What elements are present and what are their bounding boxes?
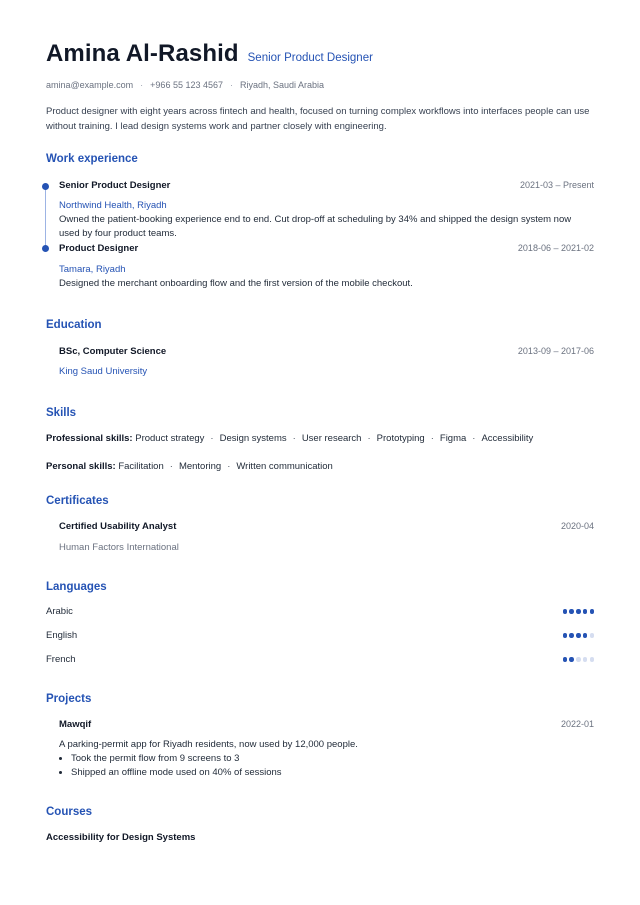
work-description: Owned the patient-booking experience end to end. Cut drop-off at scheduling by 34% and shipped the design system now used by four product teams. <box>59 214 572 239</box>
level-dot-filled <box>563 609 568 614</box>
section-title-work: Work experience <box>46 153 138 165</box>
skill-item: Design systems <box>219 433 287 444</box>
work-position: Product Designer <box>59 243 139 254</box>
section-title-courses: Courses <box>46 806 93 818</box>
section-title-languages: Languages <box>46 581 107 593</box>
skill-item: Mentoring <box>178 461 222 472</box>
timeline-dot <box>42 183 49 190</box>
level-dot-filled <box>569 609 574 614</box>
level-dot-empty <box>583 657 588 662</box>
project-entry-header <box>59 719 594 730</box>
skill-item: Product strategy <box>135 433 205 444</box>
section-title-certificates: Certificates <box>46 495 109 507</box>
course-entry-header <box>46 832 581 843</box>
skill-item: Prototyping <box>376 433 425 444</box>
level-dot-filled <box>569 633 574 638</box>
level-dot-filled <box>563 657 568 662</box>
contact-line <box>46 80 324 90</box>
language-level-dots <box>561 657 594 662</box>
summary-text: Product designer with eight years across fintech and health, focused on turning complex workflows into interfaces people can use without training. I lead design systems work and partner closely with engineering. <box>46 106 590 132</box>
level-dot-filled <box>569 657 574 662</box>
skill-group-label: Professional skills: <box>46 433 133 444</box>
language-name: French <box>46 654 76 665</box>
skills-professional: Professional skills: Product strategy · Design systems · User research · Prototyping · Figma · Accessibility <box>46 433 534 444</box>
skill-item: User research <box>301 433 362 444</box>
level-dot-empty <box>590 633 595 638</box>
level-dot-empty <box>576 657 581 662</box>
work-date: 2018-06 – 2021-02 <box>517 243 594 253</box>
resume-header <box>46 40 373 68</box>
language-row <box>46 606 594 617</box>
skill-group-label: Personal skills: <box>46 461 116 472</box>
project-name: Mawqif <box>59 719 92 730</box>
contact-phone[interactable]: +966 55 123 4567 <box>150 80 223 90</box>
work-position: Senior Product Designer <box>59 180 171 191</box>
project-date: 2022-01 <box>560 719 594 729</box>
certificate-entry-header <box>59 521 594 532</box>
language-name: English <box>46 630 78 641</box>
language-level-dots <box>561 633 594 638</box>
level-dot-filled <box>576 609 581 614</box>
contact-separator: · <box>230 80 233 90</box>
contact-email[interactable]: amina@example.com <box>46 80 134 90</box>
certificate-issuer: Human Factors International <box>59 542 179 553</box>
skills-personal: Personal skills: Facilitation · Mentoring · Written communication <box>46 461 333 472</box>
certificate-name: Certified Usability Analyst <box>59 521 177 532</box>
project-bullet: • Took the permit flow from 9 screens to 3 <box>71 752 282 766</box>
level-dot-filled <box>576 633 581 638</box>
work-entry-header <box>59 243 594 254</box>
candidate-headline: Senior Product Designer <box>247 52 373 64</box>
level-dot-filled <box>583 609 588 614</box>
timeline-dot <box>42 245 49 252</box>
level-dot-filled <box>590 609 595 614</box>
section-title-skills: Skills <box>46 407 77 419</box>
work-entry-header <box>59 180 594 191</box>
education-entry-header <box>59 346 594 357</box>
section-title-projects: Projects <box>46 693 92 705</box>
project-description: A parking-permit app for Riyadh residents, now used by 12,000 people. <box>59 739 358 750</box>
level-dot-filled <box>583 633 588 638</box>
work-date: 2021-03 – Present <box>519 180 594 190</box>
contact-location: Riyadh, Saudi Arabia <box>240 80 325 90</box>
project-bullets <box>59 752 282 780</box>
level-dot-empty <box>590 657 595 662</box>
contact-separator: · <box>140 80 144 90</box>
education-date: 2013-09 – 2017-06 <box>517 346 594 356</box>
project-bullet: • Shipped an offline mode used on 40% of sessions <box>71 766 282 780</box>
skill-item: Facilitation <box>118 461 164 472</box>
work-company: Tamara, Riyadh <box>59 264 126 275</box>
skill-item: Written communication <box>236 461 333 472</box>
candidate-name: Amina Al-Rashid <box>46 40 239 67</box>
work-company: Northwind Health, Riyadh <box>59 200 167 211</box>
certificate-date: 2020-04 <box>560 521 594 531</box>
language-row <box>46 630 594 641</box>
education-school: King Saud University <box>59 366 148 377</box>
language-name: Arabic <box>46 606 73 617</box>
skill-item: Accessibility <box>481 433 534 444</box>
work-description: Designed the merchant onboarding flow and the first version of the mobile checkout. <box>59 278 413 289</box>
timeline-line <box>45 187 46 249</box>
language-level-dots <box>561 609 594 614</box>
section-title-education: Education <box>46 319 102 331</box>
language-row <box>46 654 594 665</box>
level-dot-filled <box>563 633 568 638</box>
course-name: Accessibility for Design Systems <box>46 832 196 843</box>
education-degree: BSc, Computer Science <box>59 346 167 357</box>
skill-item: Figma <box>439 433 467 444</box>
